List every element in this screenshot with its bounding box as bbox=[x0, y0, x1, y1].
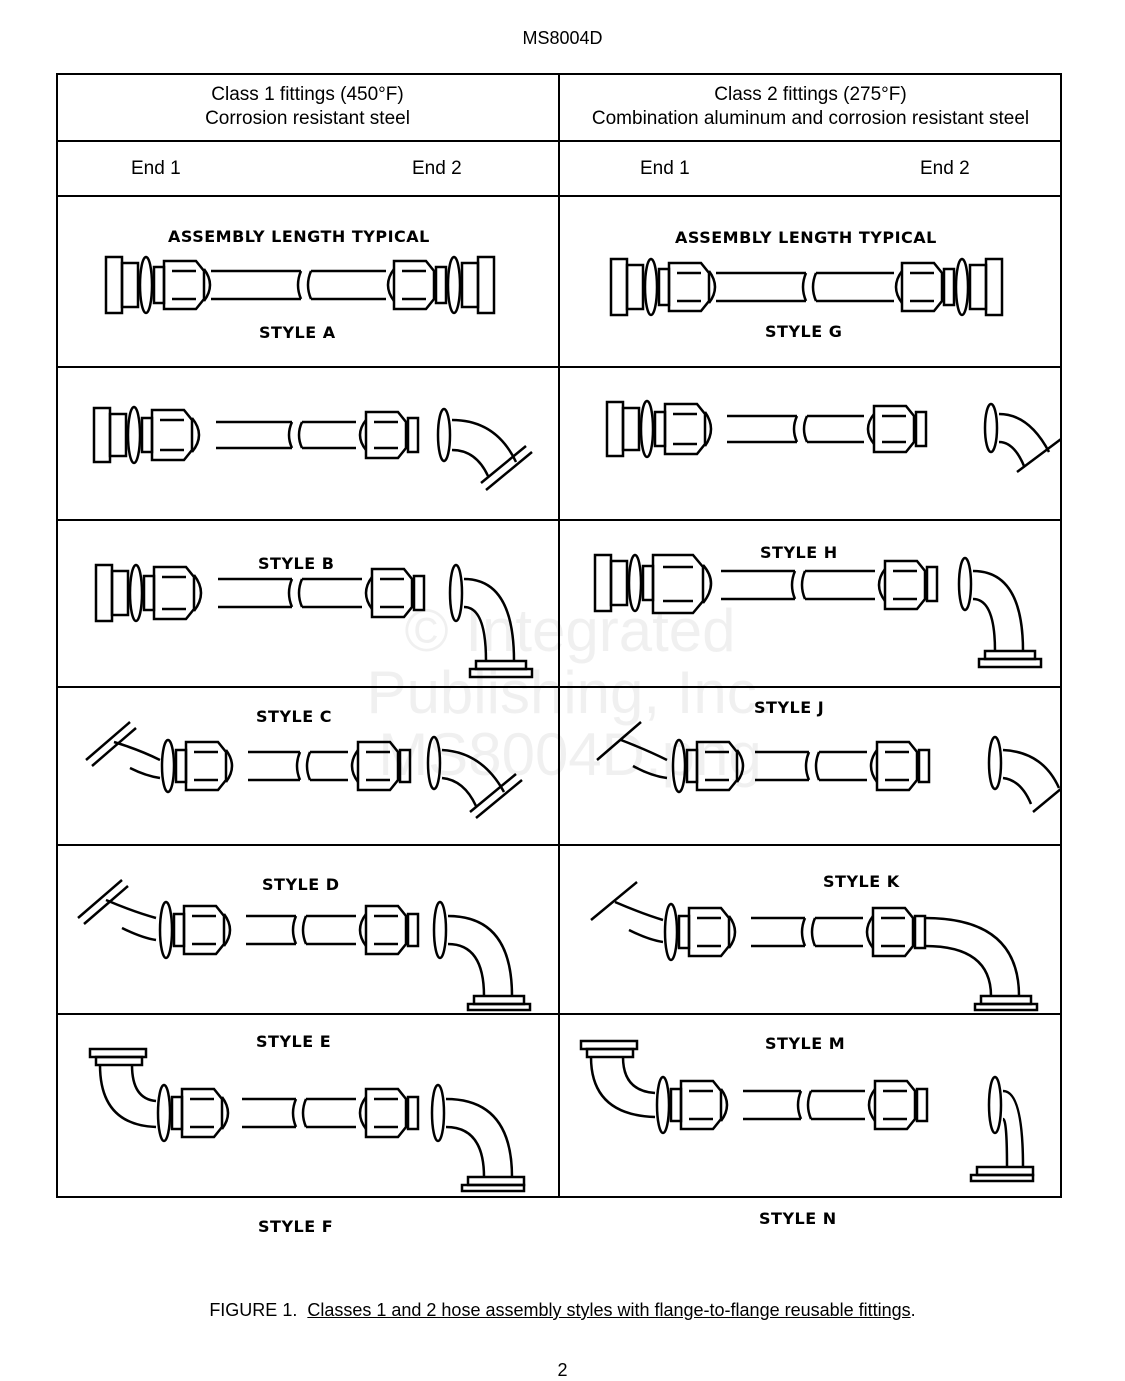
style-label-c: STYLE C bbox=[256, 707, 332, 726]
cell-style-k bbox=[559, 688, 1062, 891]
hose-assembly-drawing-j bbox=[559, 521, 1062, 687]
style-label-m: STYLE M bbox=[765, 1034, 846, 1053]
style-label-n: STYLE N bbox=[759, 1209, 837, 1228]
figure-caption-prefix: FIGURE 1. bbox=[209, 1300, 298, 1320]
hose-assembly-drawing-b bbox=[56, 368, 559, 520]
cell-style-c bbox=[56, 521, 559, 726]
class1-end2-label: End 2 bbox=[412, 158, 462, 179]
cell-style-f bbox=[56, 1015, 559, 1236]
style-label-j: STYLE J bbox=[754, 698, 825, 717]
class1-end1-label: End 1 bbox=[131, 158, 181, 179]
class1-title: Class 1 fittings (450°F) bbox=[211, 84, 404, 105]
class2-end2-label: End 2 bbox=[920, 158, 970, 179]
hose-assembly-drawing-d bbox=[56, 688, 559, 845]
cell-style-e bbox=[56, 846, 559, 1051]
document-id: MS8004D bbox=[522, 28, 603, 48]
style-label-d: STYLE D bbox=[262, 875, 340, 894]
cell-style-a bbox=[56, 197, 559, 367]
class2-title: Class 2 fittings (275°F) bbox=[714, 84, 907, 105]
cell-style-g bbox=[559, 197, 1062, 367]
figure-caption bbox=[0, 1300, 1125, 1321]
class2-subtitle: Combination aluminum and corrosion resistant steel bbox=[591, 108, 1030, 129]
style-label-g: STYLE G bbox=[765, 322, 843, 341]
figure-caption-text: Classes 1 and 2 hose assembly styles with flange-to-flange reusable fittings bbox=[307, 1300, 911, 1320]
hose-styles-table bbox=[56, 73, 1062, 1236]
cell-style-h bbox=[559, 368, 1062, 562]
hose-assembly-drawing-n bbox=[559, 1015, 1062, 1197]
assembly-length-note-a: ASSEMBLY LENGTH TYPICAL bbox=[168, 227, 430, 246]
assembly-length-note-g: ASSEMBLY LENGTH TYPICAL bbox=[675, 228, 937, 247]
class2-header bbox=[559, 83, 1062, 131]
style-label-h: STYLE H bbox=[760, 543, 838, 562]
class1-header bbox=[56, 83, 559, 131]
watermark-line-3: MS8004D.png bbox=[378, 721, 762, 788]
hose-assembly-drawing-h bbox=[559, 368, 1062, 520]
cell-style-m bbox=[559, 846, 1062, 1053]
watermark-line-1: © Integrated bbox=[404, 597, 736, 664]
cell-style-j bbox=[559, 521, 1062, 717]
style-label-f: STYLE F bbox=[258, 1217, 334, 1236]
class1-subtitle: Corrosion resistant steel bbox=[205, 108, 410, 129]
hose-assembly-drawing-m bbox=[559, 846, 1062, 1014]
cell-style-d bbox=[56, 688, 559, 894]
cell-style-b bbox=[56, 368, 559, 573]
style-label-b: STYLE B bbox=[258, 554, 335, 573]
style-label-a: STYLE A bbox=[259, 323, 336, 342]
hose-assembly-drawing-c bbox=[56, 521, 559, 687]
class2-end1-label: End 1 bbox=[640, 158, 690, 179]
hose-assembly-drawing-g bbox=[559, 197, 1062, 367]
watermark-line-2: Publishing, Inc. bbox=[366, 659, 774, 726]
hose-assembly-drawing-f bbox=[56, 1015, 559, 1197]
page-number: 2 bbox=[557, 1360, 568, 1380]
hose-assembly-drawing-e bbox=[56, 846, 559, 1014]
figure-caption-suffix: . bbox=[910, 1300, 916, 1320]
style-label-e: STYLE E bbox=[256, 1032, 332, 1051]
cell-style-n bbox=[559, 1015, 1062, 1228]
hose-assembly-drawing-k bbox=[559, 688, 1062, 845]
style-label-k: STYLE K bbox=[823, 872, 900, 891]
